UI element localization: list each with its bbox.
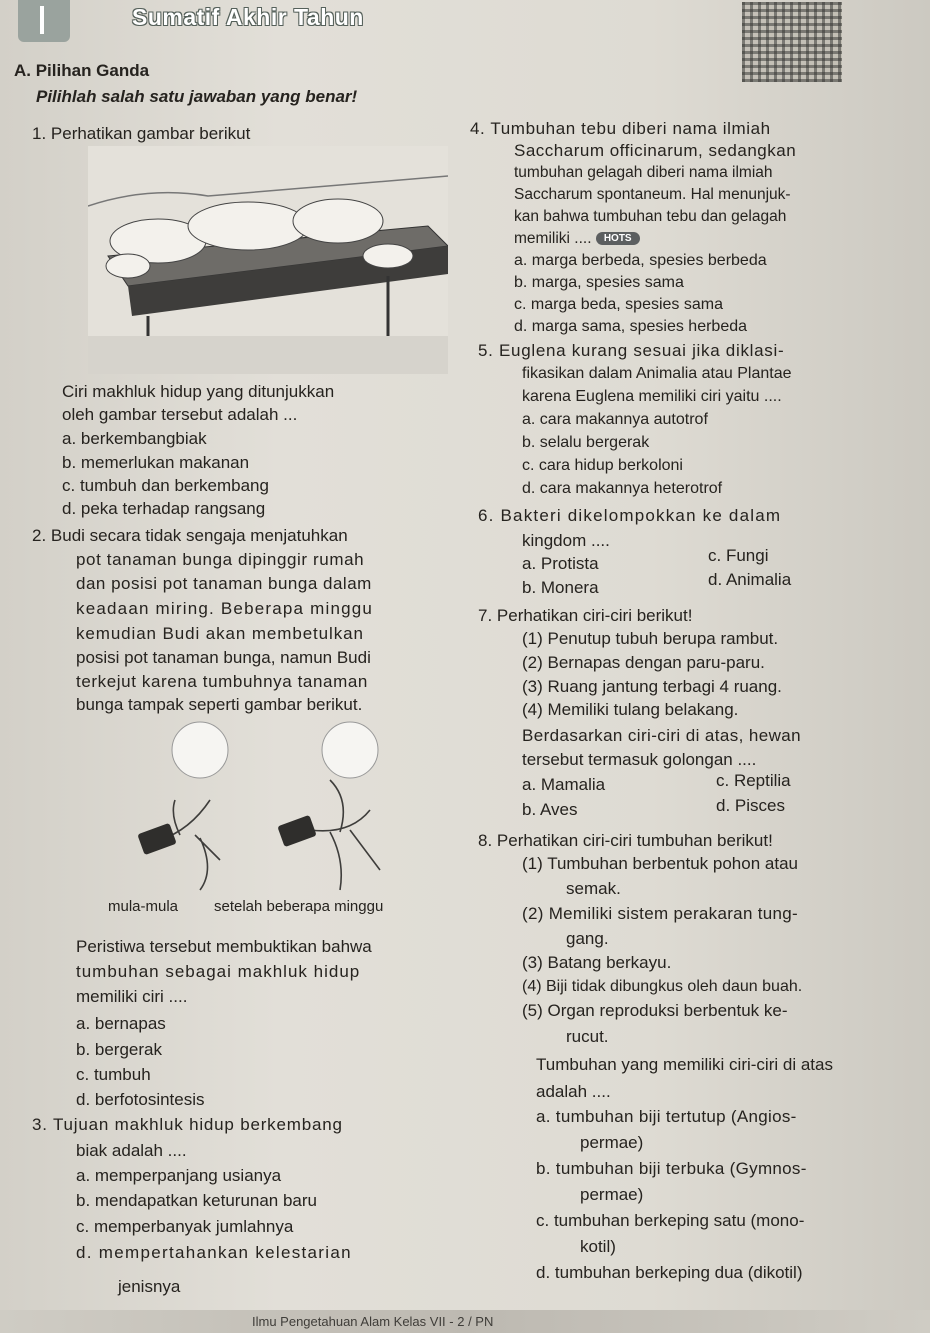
q2-option-a: a. bernapas [76, 1014, 166, 1033]
title-badge-icon [18, 0, 70, 42]
q1-option-c: c. tumbuh dan berkembang [62, 476, 269, 495]
hots-badge: HOTS [596, 232, 640, 245]
q7-option-a: a. Mamalia [522, 775, 606, 794]
q4-line3: tumbuhan gelagah diberi nama ilmiah [514, 164, 773, 181]
q7-line3: tersebut termasuk golongan .... [522, 750, 757, 769]
q8-item1a: (1) Tumbuhan berbentuk pohon atau [522, 854, 798, 873]
q8-item2b: gang. [566, 929, 609, 948]
q2-line1: 2. Budi secara tidak sengaja menjatuhkan [32, 526, 348, 545]
q4-line4: Saccharum spontaneum. Hal menunjuk- [514, 186, 791, 203]
q7-item2: (2) Bernapas dengan paru-paru. [522, 653, 765, 672]
q3-option-a: a. memperpanjang usianya [76, 1166, 282, 1185]
q4-line1: 4. Tumbuhan tebu diberi nama ilmiah [470, 119, 771, 138]
q4-line5: kan bahwa tumbuhan tebu dan gelagah [514, 208, 787, 225]
q6-option-d: d. Animalia [708, 570, 792, 589]
q1-option-a: a. berkembangbiak [62, 429, 207, 448]
q7-option-b: b. Aves [522, 800, 578, 819]
q8-option-d: d. tumbuhan berkeping dua (dikotil) [536, 1263, 803, 1282]
q5-option-c: c. cara hidup berkoloni [522, 457, 683, 474]
q5-option-a: a. cara makannya autotrof [522, 411, 708, 428]
q2-line6: posisi pot tanaman bunga, namun Budi [76, 648, 371, 667]
q2-caption-right: setelah beberapa minggu [214, 898, 384, 915]
q8-item4: (4) Biji tidak dibungkus oleh daun buah. [522, 978, 803, 995]
q8-option-c: c. tumbuhan berkeping satu (mono- [536, 1211, 805, 1230]
q2-option-c: c. tumbuh [76, 1065, 151, 1084]
q5-line3: karena Euglena memiliki ciri yaitu .... [522, 388, 782, 405]
q2-caption-left: mula-mula [108, 898, 179, 915]
q3-line2: biak adalah .... [76, 1141, 187, 1160]
q2-line10: tumbuhan sebagai makhluk hidup [76, 962, 361, 981]
q4-line6 [514, 228, 640, 250]
q6-line2: kingdom .... [522, 531, 610, 550]
footer-text: Ilmu Pengetahuan Alam Kelas VII - 2 / PN [252, 1314, 494, 1329]
q2-line11: memiliki ciri .... [76, 987, 188, 1006]
q2-line7: terkejut karena tumbuhnya tanaman [76, 672, 368, 691]
q2-option-b: b. bergerak [76, 1040, 162, 1059]
q7-item4: (4) Memiliki tulang belakang. [522, 700, 739, 719]
section-label: A. Pilihan Ganda [14, 61, 150, 80]
q4-option-a: a. marga berbeda, spesies berbeda [514, 252, 767, 269]
q8-option-b: b. tumbuhan biji terbuka (Gymnos- [536, 1159, 807, 1178]
q2-line8: bunga tampak seperti gambar berikut. [76, 695, 363, 714]
q8-item2a: (2) Memiliki sistem perakaran tung- [522, 904, 798, 923]
q3-option-c: c. memperbanyak jumlahnya [76, 1217, 294, 1236]
q7-item3: (3) Ruang jantung terbagi 4 ruang. [522, 677, 782, 696]
q4-line2: Saccharum officinarum, sedangkan [514, 141, 797, 160]
q1-option-d: d. peka terhadap rangsang [62, 499, 266, 518]
instruction: Pilihlah salah satu jawaban yang benar! [36, 87, 358, 106]
q2-option-d: d. berfotosintesis [76, 1090, 205, 1109]
q3-option-d-cont: jenisnya [118, 1277, 181, 1296]
q8-option-a: a. tumbuhan biji tertutup (Angios- [536, 1107, 797, 1126]
q6-option-a: a. Protista [522, 554, 599, 573]
q7-line1: 7. Perhatikan ciri-ciri berikut! [478, 606, 693, 625]
q2-line2: pot tanaman bunga dipinggir rumah [76, 550, 365, 569]
q1-line1: Ciri makhluk hidup yang ditunjukkan [62, 382, 335, 401]
q6-option-c: c. Fungi [708, 546, 769, 565]
q1-option-b: b. memerlukan makanan [62, 453, 250, 472]
q8-line2: Tumbuhan yang memiliki ciri-ciri di atas [536, 1055, 833, 1074]
q5-option-d: d. cara makannya heterotrof [522, 480, 723, 497]
q6-option-b: b. Monera [522, 578, 599, 597]
page-title: Sumatif Akhir Tahun [132, 4, 364, 30]
q7-item1: (1) Penutup tubuh berupa rambut. [522, 629, 779, 648]
q7-option-c: c. Reptilia [716, 771, 791, 790]
q1-stem: 1. Perhatikan gambar berikut [32, 124, 251, 143]
q8-line3: adalah .... [536, 1082, 611, 1101]
q8-item5a: (5) Organ reproduksi berbentuk ke- [522, 1001, 788, 1020]
q8-item1b: semak. [566, 879, 621, 898]
q3-option-d: d. mempertahankan kelestarian [76, 1243, 352, 1262]
q8-line1: 8. Perhatikan ciri-ciri tumbuhan berikut! [478, 831, 773, 850]
q7-line2: Berdasarkan ciri-ciri di atas, hewan [522, 726, 801, 745]
q8-option-a-cont: permae) [580, 1133, 644, 1152]
q4-line6-text: memiliki .... [514, 230, 592, 247]
qr-code-icon [742, 2, 842, 82]
cows-eating-figure [88, 146, 448, 374]
q4-option-d: d. marga sama, spesies herbeda [514, 318, 748, 335]
q1-line2: oleh gambar tersebut adalah ... [62, 405, 298, 424]
q8-item3: (3) Batang berkayu. [522, 953, 672, 972]
q5-line1: 5. Euglena kurang sesuai jika diklasi- [478, 341, 785, 360]
q5-option-b: b. selalu bergerak [522, 434, 650, 451]
q3-line1: 3. Tujuan makhluk hidup berkembang [32, 1115, 343, 1134]
q4-option-b: b. marga, spesies sama [514, 274, 684, 291]
q2-line3: dan posisi pot tanaman bunga dalam [76, 574, 372, 593]
q8-option-c-cont: kotil) [580, 1237, 616, 1256]
q2-line9: Peristiwa tersebut membuktikan bahwa [76, 937, 372, 956]
q2-line4: keadaan miring. Beberapa minggu [76, 599, 374, 618]
q5-line2: fikasikan dalam Animalia atau Plantae [522, 365, 792, 382]
q3-option-b: b. mendapatkan keturunan baru [76, 1191, 318, 1210]
tilted-pot-plant-figure [100, 720, 430, 900]
q8-option-b-cont: permae) [580, 1185, 644, 1204]
q6-line1: 6. Bakteri dikelompokkan ke dalam [478, 506, 782, 525]
q7-option-d: d. Pisces [716, 796, 785, 815]
q2-line5: kemudian Budi akan membetulkan [76, 624, 364, 643]
q8-item5b: rucut. [566, 1027, 609, 1046]
q4-option-c: c. marga beda, spesies sama [514, 296, 723, 313]
